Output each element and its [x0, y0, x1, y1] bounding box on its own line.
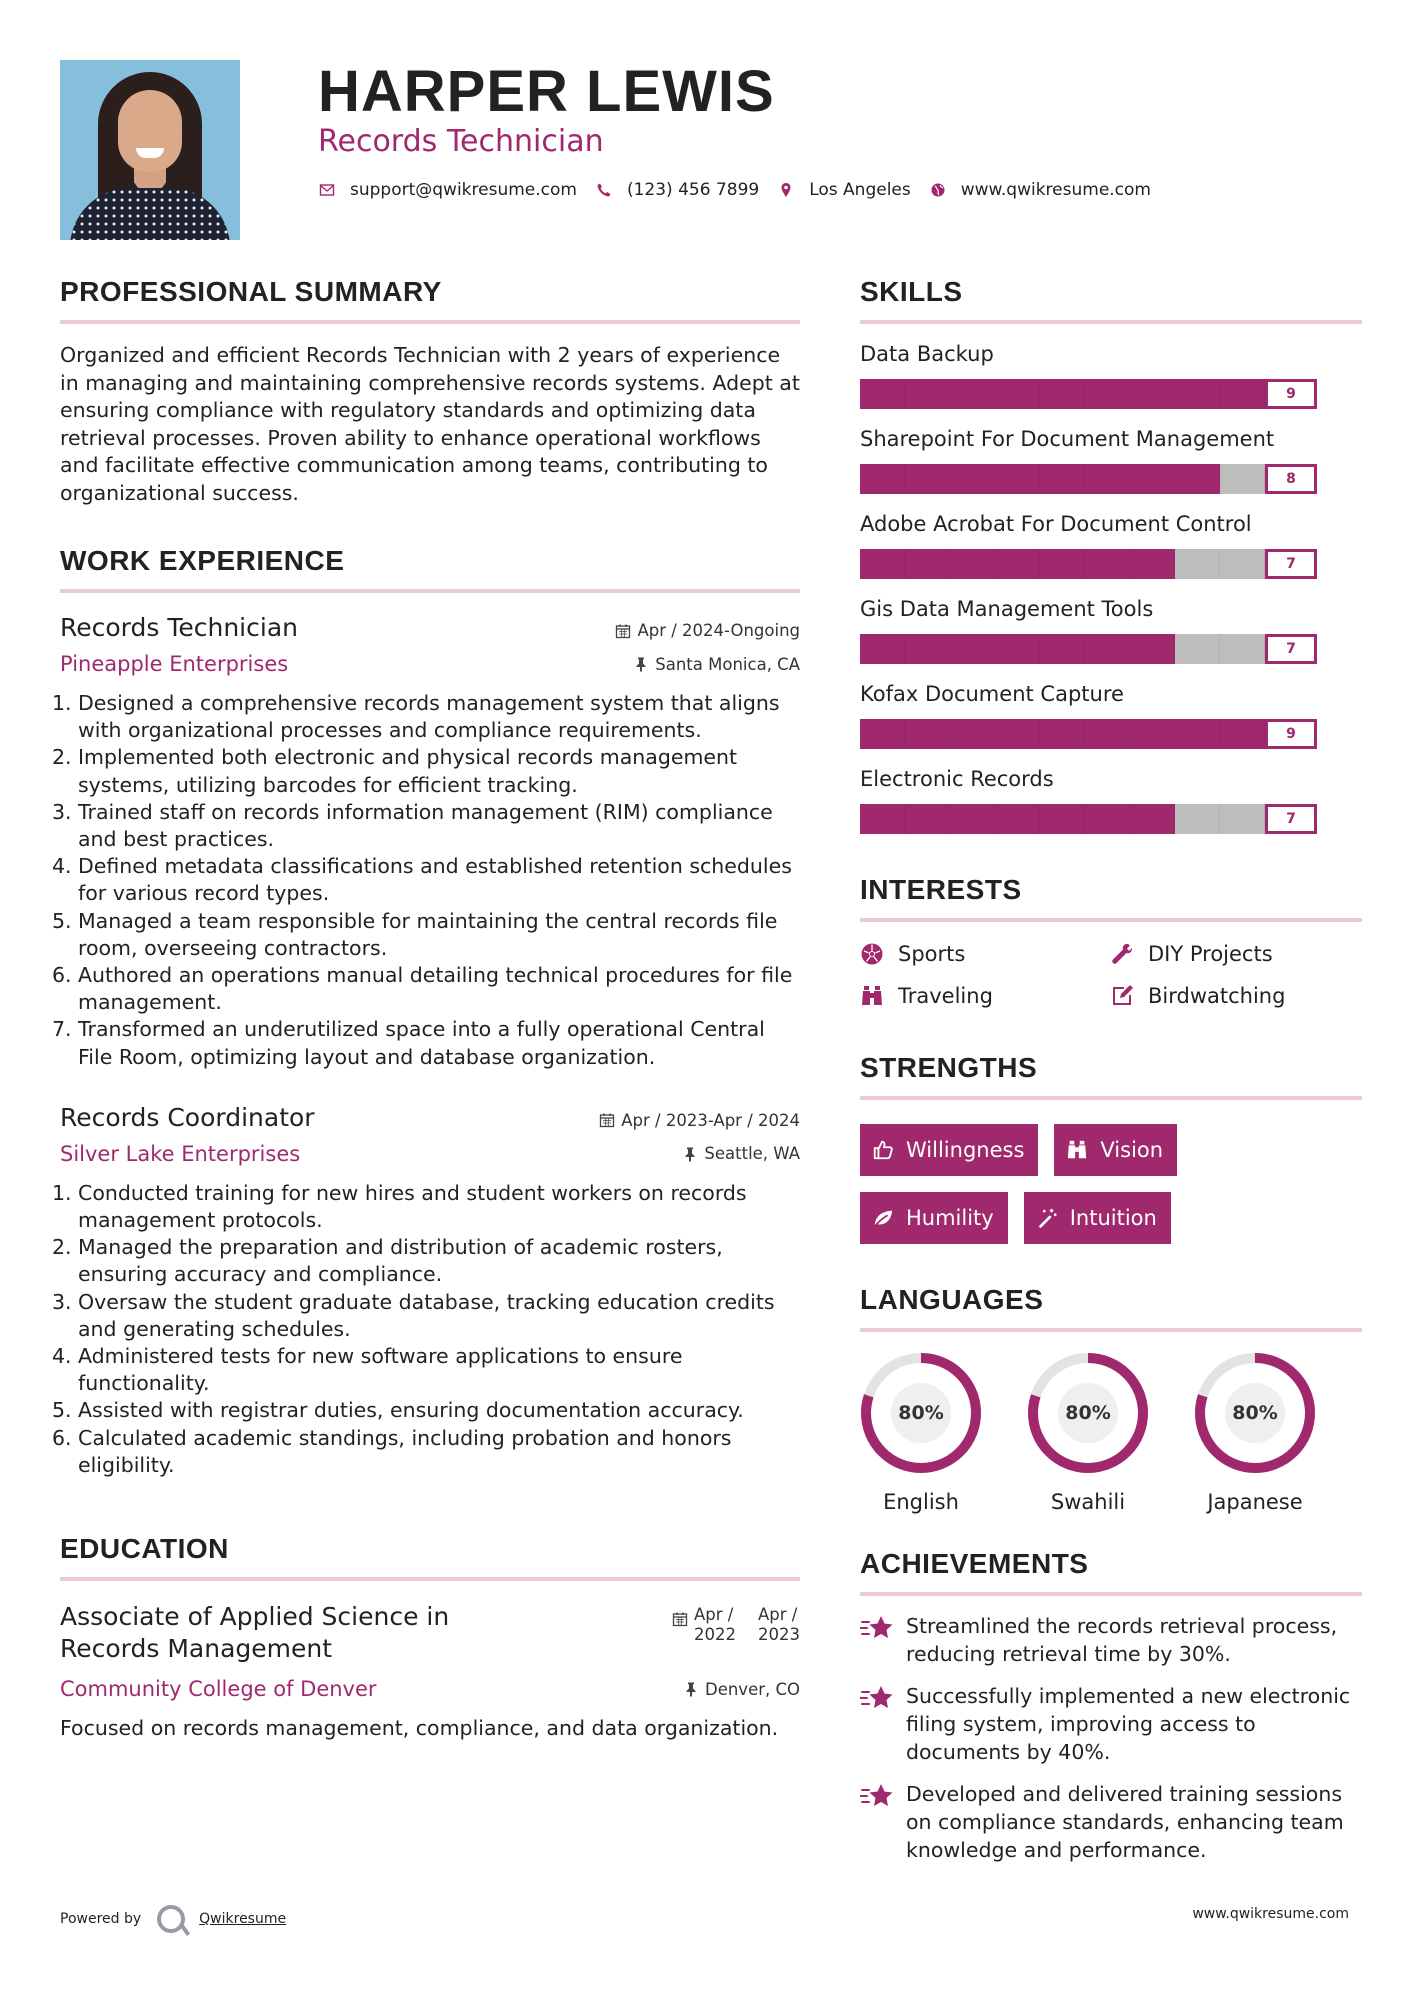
skill-level-value: 9: [1265, 379, 1317, 409]
skill-item: [860, 597, 1362, 664]
skill-name: Kofax Document Capture: [860, 682, 1124, 706]
skill-segment: [1130, 379, 1175, 409]
list-item: Assisted with registrar duties, ensuring documentation accuracy.: [78, 1398, 744, 1423]
summary-heading: PROFESSIONAL SUMMARY: [60, 276, 442, 307]
section-divider: [860, 1592, 1362, 1596]
skill-segment: [905, 634, 950, 664]
degree-title: Associate of Applied Science in Records Management: [60, 1602, 450, 1664]
list-item: Administered tests for new software applications to ensure functionality.: [78, 1344, 683, 1396]
skill-segment: [1175, 634, 1220, 664]
skill-segment: [1220, 549, 1265, 579]
edit-icon: [1110, 984, 1134, 1008]
skill-segment: [1040, 804, 1085, 834]
job-entry: [60, 613, 800, 1071]
skill-segment: [905, 804, 950, 834]
school-name: Community College of Denver: [60, 1677, 377, 1702]
skill-segment: [1085, 804, 1130, 834]
shooting-star-icon: [860, 1782, 894, 1810]
list-item: Designed a comprehensive records management system that aligns with organizational processes and compliance requirements.: [78, 691, 780, 743]
interest-item: Traveling: [860, 984, 1110, 1008]
right-column: [860, 276, 1362, 1878]
languages-heading: LANGUAGES: [860, 1284, 1044, 1315]
skill-segment: [1130, 549, 1175, 579]
contact-row: [318, 180, 1169, 200]
powered-by: Powered by Qwikresume: [60, 1905, 286, 1933]
experience-section: [60, 545, 800, 1479]
section-divider: [860, 320, 1362, 324]
candidate-title: Records Technician: [318, 124, 604, 159]
interest-item: DIY Projects: [1110, 942, 1360, 966]
skill-name: Data Backup: [860, 342, 994, 366]
achievements-section: [860, 1548, 1362, 1864]
skill-segment: [860, 549, 905, 579]
skill-segment: [950, 719, 995, 749]
skill-item: [860, 427, 1362, 494]
job-dates: Apr / 2024-Ongoing: [615, 621, 800, 640]
language-item: [1027, 1352, 1194, 1514]
skill-segment: [905, 464, 950, 494]
skill-segment: [1040, 464, 1085, 494]
section-divider: [860, 1096, 1362, 1100]
skill-segment: [1040, 719, 1085, 749]
shooting-star-icon: [860, 1684, 894, 1712]
skill-segment: [1130, 804, 1175, 834]
skill-level-bar: [860, 634, 1362, 664]
skill-item: [860, 342, 1362, 409]
achievements-heading: ACHIEVEMENTS: [860, 1548, 1089, 1579]
language-name: Swahili: [1050, 1490, 1126, 1514]
interests-section: [860, 874, 1362, 1008]
achievements-list: [860, 1612, 1362, 1864]
strength-badge: Vision: [1054, 1124, 1177, 1176]
education-heading: EDUCATION: [60, 1533, 229, 1565]
interest-item: Birdwatching: [1110, 984, 1360, 1008]
interests-list: [860, 942, 1362, 1008]
skill-segment: [1085, 549, 1130, 579]
language-name: English: [883, 1490, 959, 1514]
list-item: Conducted training for new hires and student workers on records management protocols.: [78, 1180, 747, 1233]
skill-segment: [950, 464, 995, 494]
section-divider: [860, 918, 1362, 922]
qwikresume-link[interactable]: Qwikresume: [199, 1911, 287, 1927]
contact-location: [777, 180, 911, 200]
skill-name: Sharepoint For Document Management: [860, 427, 1275, 451]
pushpin-icon: [683, 1681, 699, 1697]
strengths-list: [860, 1124, 1260, 1244]
skill-segment: [860, 804, 905, 834]
education-section: [60, 1533, 800, 1743]
skill-segment: [1220, 379, 1265, 409]
language-progress-ring: [860, 1352, 982, 1474]
language-item: [1194, 1352, 1361, 1514]
soccer-ball-icon: [860, 942, 884, 966]
list-item: Calculated academic standings, including probation and honors eligibility.: [78, 1425, 732, 1477]
list-item: Transformed an underutilized space into a fully operational Central File Room, optimizing layout and database organization.: [78, 1017, 765, 1069]
job-location: Santa Monica, CA: [633, 655, 800, 674]
job-title: Records Technician: [60, 613, 298, 642]
skill-segment: [1085, 379, 1130, 409]
skill-segment: [905, 719, 950, 749]
job-title: Records Coordinator: [60, 1102, 315, 1132]
job-entry: [60, 1103, 800, 1479]
skill-segment: [1130, 634, 1175, 664]
list-item: Defined metadata classifications and established retention schedules for various record types.: [78, 854, 792, 906]
company-name: Pineapple Enterprises: [60, 652, 289, 676]
language-item: [860, 1352, 1027, 1514]
skill-name: Adobe Acrobat For Document Control: [860, 512, 1252, 536]
skill-item: [860, 767, 1362, 834]
skill-segment: [1175, 549, 1220, 579]
binoculars-icon: [1066, 1139, 1088, 1161]
skill-segment: [995, 719, 1040, 749]
section-divider: [60, 320, 800, 324]
skills-list: [860, 342, 1362, 834]
calendar-icon: [672, 1611, 688, 1627]
skill-segment: [1220, 719, 1265, 749]
skill-level-bar: [860, 804, 1362, 834]
company-name: Silver Lake Enterprises: [60, 1141, 301, 1166]
skill-segment: [950, 549, 995, 579]
skill-segment: [950, 379, 995, 409]
pushpin-icon: [633, 656, 649, 672]
skill-segment: [950, 634, 995, 664]
envelope-icon: [318, 181, 336, 199]
skill-segment: [1130, 464, 1175, 494]
section-divider: [60, 1577, 800, 1581]
skill-segment: [905, 379, 950, 409]
languages-section: [860, 1284, 1362, 1514]
languages-list: [860, 1352, 1362, 1514]
globe-icon: [929, 181, 947, 199]
skill-segment: [995, 634, 1040, 664]
leaf-icon: [872, 1207, 894, 1229]
strength-badge: Intuition: [1024, 1192, 1171, 1244]
skill-segment: [1040, 549, 1085, 579]
achievement-item: Successfully implemented a new electronic filing system, improving access to documents by 40%.: [860, 1682, 1362, 1766]
strengths-heading: STRENGTHS: [860, 1052, 1038, 1083]
skill-segment: [1175, 719, 1220, 749]
skill-level-bar: [860, 719, 1362, 749]
contact-website[interactable]: [929, 180, 1151, 200]
summary-text: Organized and efficient Records Technician with 2 years of experience in managing and maintaining comprehensive records systems. Adept at ensuring compliance with regulatory standards and optimizing data retrieval processes. Proven ability to enhance operational workflows and facilitate effective communication among teams, contributing to organizational success.: [60, 343, 800, 505]
language-name: Japanese: [1207, 1490, 1303, 1514]
wrench-icon: [1110, 942, 1134, 966]
skill-segment: [1220, 464, 1265, 494]
strengths-section: [860, 1052, 1362, 1244]
skill-segment: [995, 549, 1040, 579]
language-percent: 80%: [891, 1383, 951, 1443]
skill-name: Electronic Records: [860, 767, 1054, 791]
calendar-icon: [599, 1112, 615, 1128]
achievement-item: Developed and delivered training sessions on compliance standards, enhancing team knowledge and performance.: [860, 1780, 1362, 1864]
skill-segment: [1175, 464, 1220, 494]
calendar-icon: [615, 623, 631, 639]
skill-segment: [1175, 379, 1220, 409]
skill-segment: [950, 804, 995, 834]
section-divider: [60, 589, 800, 593]
shooting-star-icon: [860, 1614, 894, 1642]
list-item: Oversaw the student graduate database, tracking education credits and generating schedules.: [78, 1289, 775, 1341]
skill-level-value: 8: [1265, 464, 1317, 494]
skill-name: Gis Data Management Tools: [860, 597, 1154, 621]
email-text: support@qwikresume.com: [350, 180, 577, 200]
pushpin-icon: [682, 1146, 698, 1162]
experience-heading: WORK EXPERIENCE: [60, 545, 345, 576]
skill-level-bar: [860, 549, 1362, 579]
thumbs-up-icon: [872, 1139, 894, 1161]
skill-segment: [1175, 804, 1220, 834]
list-item: Managed a team responsible for maintaining the central records file room, overseeing contractors.: [78, 908, 778, 960]
skill-segment: [905, 549, 950, 579]
school-location: Denver, CO: [683, 1680, 800, 1699]
binoculars-icon: [860, 984, 884, 1008]
location-text: Los Angeles: [809, 180, 911, 200]
skills-section: [860, 276, 1362, 834]
summary-section: [60, 276, 800, 507]
list-item: Authored an operations manual detailing technical procedures for file management.: [78, 963, 793, 1015]
skill-item: [860, 682, 1362, 749]
left-column: [60, 276, 800, 1743]
skill-segment: [1085, 464, 1130, 494]
achievement-item: Streamlined the records retrieval process, reducing retrieval time by 30%.: [860, 1612, 1362, 1668]
contact-phone[interactable]: [595, 180, 759, 200]
skill-level-value: 7: [1265, 634, 1317, 664]
language-progress-ring: [1194, 1352, 1316, 1474]
list-item: Trained staff on records information management (RIM) compliance and best practices.: [78, 799, 773, 852]
strength-badge: Humility: [860, 1192, 1008, 1244]
skills-heading: SKILLS: [860, 276, 963, 307]
list-item: Managed the preparation and distribution of academic rosters, ensuring accuracy and compliance.: [78, 1235, 723, 1287]
skill-segment: [1085, 634, 1130, 664]
skill-level-value: 7: [1265, 549, 1317, 579]
skill-segment: [860, 464, 905, 494]
profile-photo: [60, 60, 240, 240]
footer-website[interactable]: www.qwikresume.com: [1192, 1906, 1349, 1922]
qwikresume-logo-icon: [157, 1905, 185, 1933]
job-bullets: [60, 1180, 800, 1479]
skill-segment: [1085, 719, 1130, 749]
education-dates: Apr / 2022 Apr / 2023: [672, 1605, 800, 1645]
language-percent: 80%: [1058, 1383, 1118, 1443]
job-dates: Apr / 2023-Apr / 2024: [599, 1111, 800, 1130]
phone-icon: [595, 181, 613, 199]
skill-segment: [860, 379, 905, 409]
strength-badge: Willingness: [860, 1124, 1038, 1176]
skill-segment: [860, 719, 905, 749]
skill-segment: [995, 464, 1040, 494]
skill-item: [860, 512, 1362, 579]
skill-segment: [860, 634, 905, 664]
skill-segment: [995, 804, 1040, 834]
magic-wand-icon: [1036, 1207, 1058, 1229]
list-item: Implemented both electronic and physical records management systems, utilizing barcodes for efficient tracking.: [78, 745, 738, 797]
skill-segment: [1040, 634, 1085, 664]
website-text: www.qwikresume.com: [960, 180, 1151, 200]
skill-level-value: 9: [1265, 719, 1317, 749]
education-description: Focused on records management, compliance, and data organization.: [60, 1716, 779, 1741]
skill-level-bar: [860, 379, 1362, 409]
skill-level-bar: [860, 464, 1362, 494]
language-percent: 80%: [1225, 1383, 1285, 1443]
skill-level-value: 7: [1265, 804, 1317, 834]
skill-segment: [1130, 719, 1175, 749]
phone-text: (123) 456 7899: [626, 180, 760, 200]
skill-segment: [1220, 634, 1265, 664]
language-progress-ring: [1027, 1352, 1149, 1474]
map-pin-icon: [777, 181, 795, 199]
interests-heading: INTERESTS: [860, 874, 1022, 905]
skill-segment: [1220, 804, 1265, 834]
job-bullets: [60, 690, 800, 1071]
skill-segment: [995, 379, 1040, 409]
job-location: Seattle, WA: [682, 1144, 800, 1163]
skill-segment: [1040, 379, 1085, 409]
section-divider: [860, 1328, 1362, 1332]
candidate-name: HARPER LEWIS: [318, 59, 775, 124]
contact-email[interactable]: [318, 180, 577, 200]
interest-item: Sports: [860, 942, 1110, 966]
